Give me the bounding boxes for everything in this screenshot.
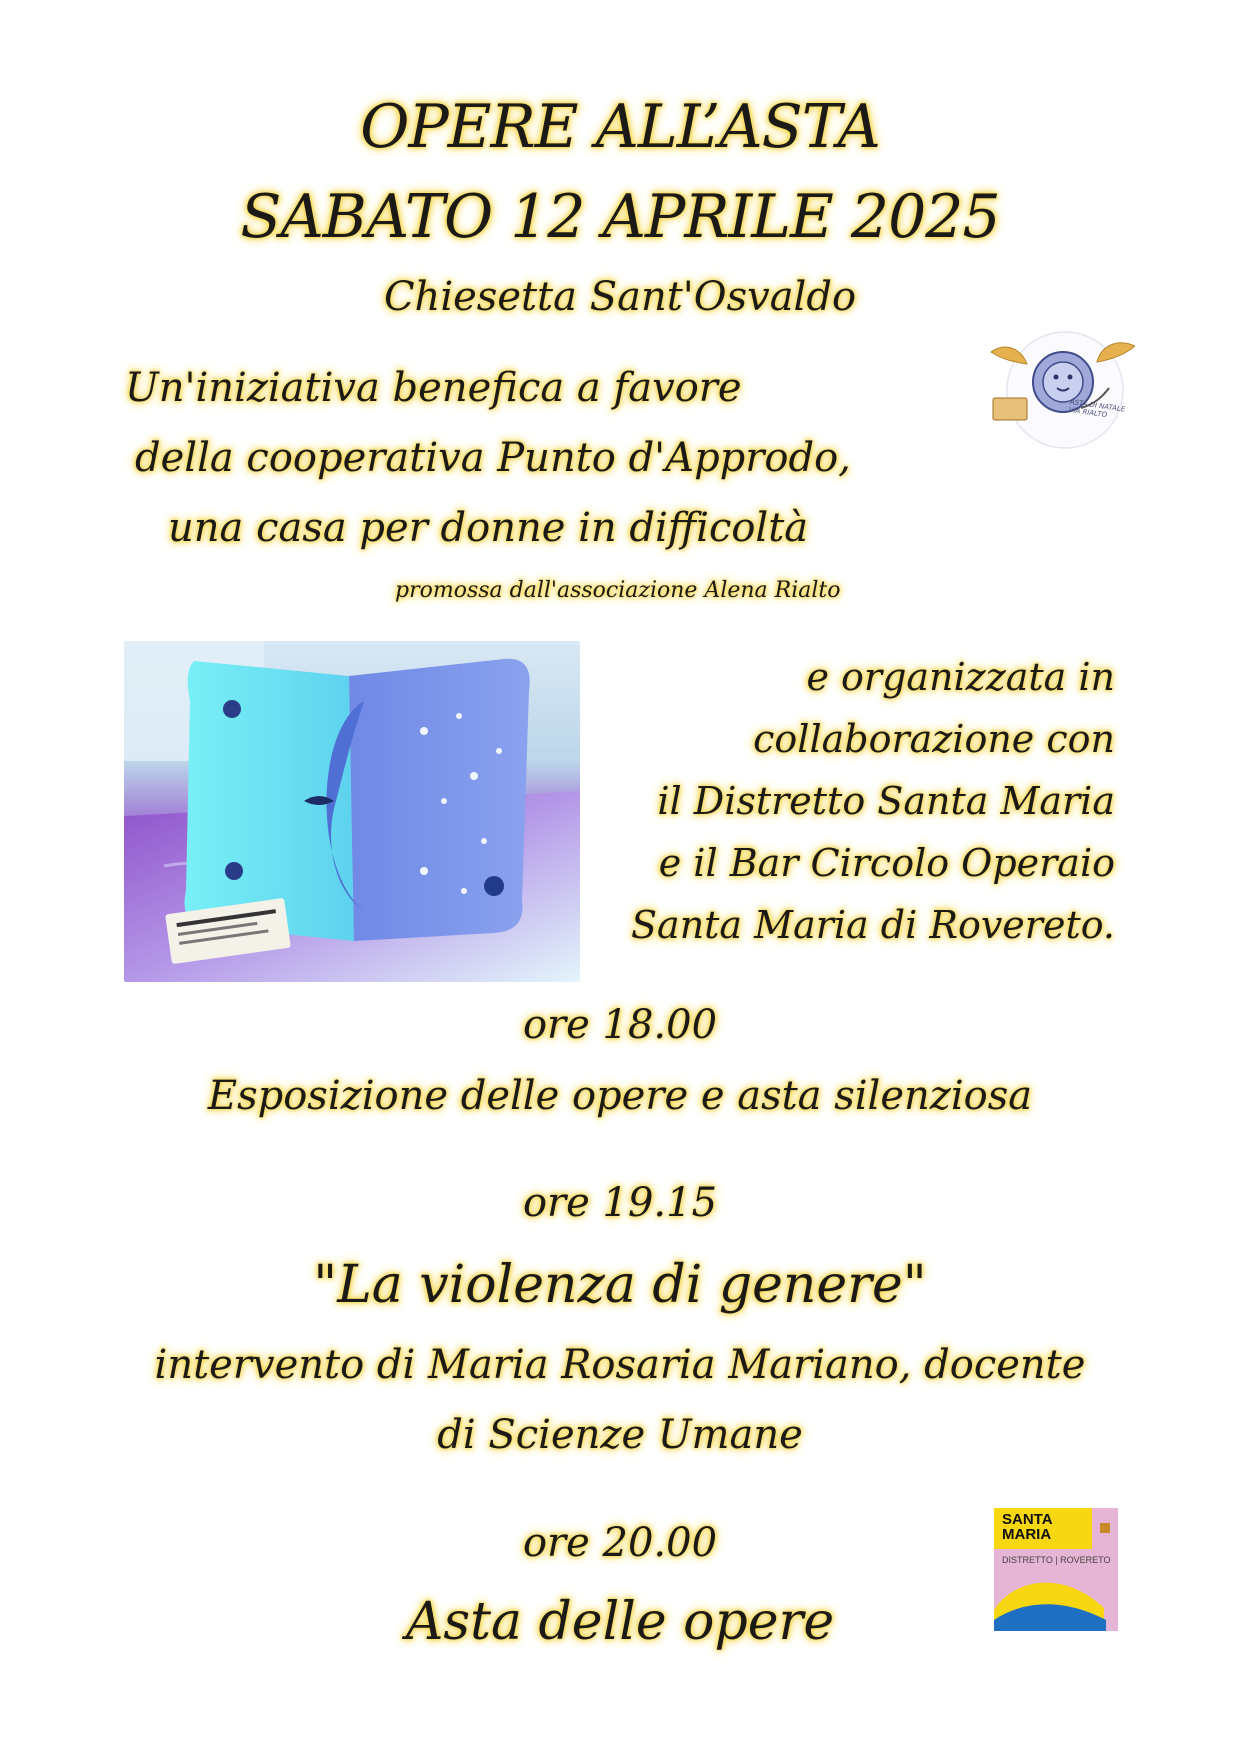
santa-maria-logo	[994, 1508, 1118, 1631]
beneficiary-line-2: della cooperativa Punto d'Approdo,	[135, 435, 851, 481]
santa-maria-logo-sub: DISTRETTO | ROVERETO	[1002, 1555, 1111, 1565]
asta-di-natale-logo	[985, 330, 1135, 460]
title-line-2: SABATO 12 APRILE 2025	[240, 182, 1000, 252]
lion-icon	[985, 330, 1135, 460]
program-time-1: ore 18.00	[522, 1002, 718, 1048]
artwork-image	[124, 641, 580, 982]
collaboration-line-5: Santa Maria di Rovereto.	[631, 903, 1115, 947]
talk-speaker-line-1: intervento di Maria Rosaria Mariano, docente	[154, 1342, 1086, 1388]
program-time-3: ore 20.00	[522, 1520, 718, 1566]
talk-speaker-line-2: di Scienze Umane	[437, 1412, 803, 1458]
program-desc-3: Asta delle opere	[405, 1592, 835, 1652]
collaboration-line-4: e il Bar Circolo Operaio	[658, 841, 1115, 885]
beneficiary-line-1: Un'iniziativa benefica a favore	[125, 365, 742, 411]
program-time-2: ore 19.15	[522, 1180, 718, 1226]
lion-logo-text: ASTA DI NATALE VIA RIALTO	[1068, 397, 1126, 420]
collaboration-line-3: il Distretto Santa Maria	[657, 779, 1115, 823]
program-desc-1: Esposizione delle opere e asta silenziosa	[207, 1073, 1033, 1119]
talk-title: "La violenza di genere"	[313, 1255, 927, 1315]
promoter-line: promossa dall'associazione Alena Rialto	[395, 578, 841, 603]
santa-maria-wave-icon	[994, 1508, 1118, 1631]
collaboration-line-2: collaborazione con	[753, 717, 1115, 761]
collaboration-line-1: e organizzata in	[806, 655, 1115, 699]
venue: Chiesetta Sant'Osvaldo	[383, 274, 857, 320]
title-line-1: OPERE ALL’ASTA	[360, 92, 880, 162]
santa-maria-logo-name: SANTA MARIA	[1002, 1511, 1052, 1543]
artwork-photo	[124, 641, 580, 982]
beneficiary-line-3: una casa per donne in difficoltà	[168, 505, 809, 551]
